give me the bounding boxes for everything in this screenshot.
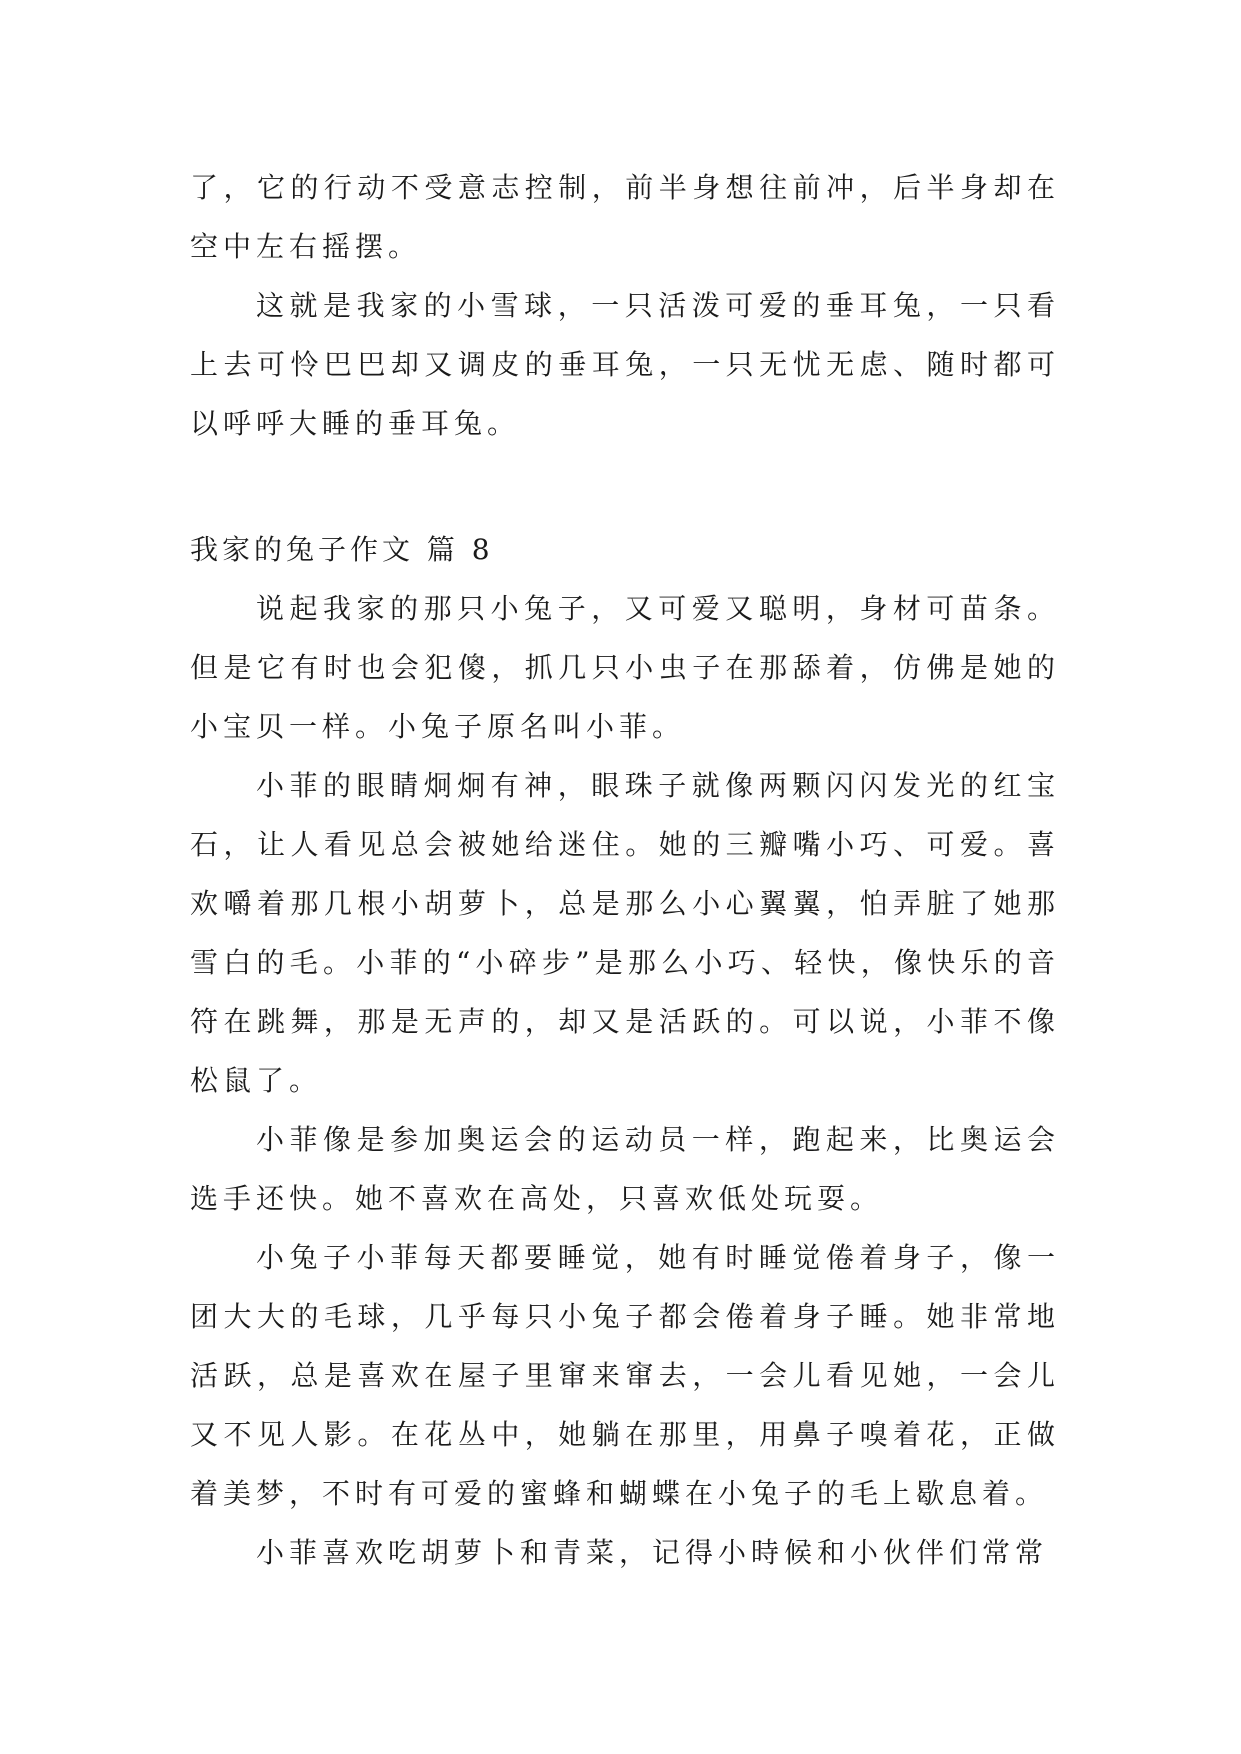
section-heading: 我家的兔子作文 篇 8 <box>190 533 494 566</box>
continued-paragraph: 了，它的行动不受意志控制，前半身想往前冲，后半身却在空中左右摇摆。 <box>190 171 1060 263</box>
body-paragraph-4: 小兔子小菲每天都要睡觉，她有时睡觉倦着身子，像一团大大的毛球，几乎每只小兔子都会倦着身子睡。她非常地活跃，总是喜欢在屋子里窜来窜去，一会儿看见她，一会儿又不见人影。在花丛中，她躺在那里，用鼻子嗅着花，正做着美梦，不时有可爱的蜜蜂和蝴蝶在小兔子的毛上歇息着。 <box>190 1241 1060 1510</box>
section-spacer <box>190 453 1060 520</box>
body-paragraph-3: 小菲像是参加奥运会的运动员一样，跑起来，比奥运会选手还快。她不喜欢在高处，只喜欢低处玩耍。 <box>190 1123 1060 1215</box>
body-paragraph-1: 说起我家的那只小兔子，又可爱又聪明，身材可苗条。但是它有时也会犯傻，抓几只小虫子在那舔着，仿佛是她的小宝贝一样。小兔子原名叫小菲。 <box>190 592 1060 743</box>
closing-paragraph: 这就是我家的小雪球，一只活泼可爱的垂耳兔，一只看上去可怜巴巴却又调皮的垂耳兔，一只无忧无虑、随时都可以呼呼大睡的垂耳兔。 <box>190 289 1060 440</box>
body-paragraph-5: 小菲喜欢吃胡萝卜和青菜，记得小時候和小伙伴们常常 <box>256 1536 1049 1569</box>
document-body <box>190 158 1060 1582</box>
body-paragraph-2: 小菲的眼睛炯炯有神，眼珠子就像两颗闪闪发光的红宝石，让人看见总会被她给迷住。她的三瓣嘴小巧、可爱。喜欢嚼着那几根小胡萝卜，总是那么小心翼翼，怕弄脏了她那雪白的毛。小菲的“小碎步”是那么小巧、轻快，像快乐的音符在跳舞，那是无声的，却又是活跃的。可以说，小菲不像松鼠了。 <box>190 769 1060 1097</box>
